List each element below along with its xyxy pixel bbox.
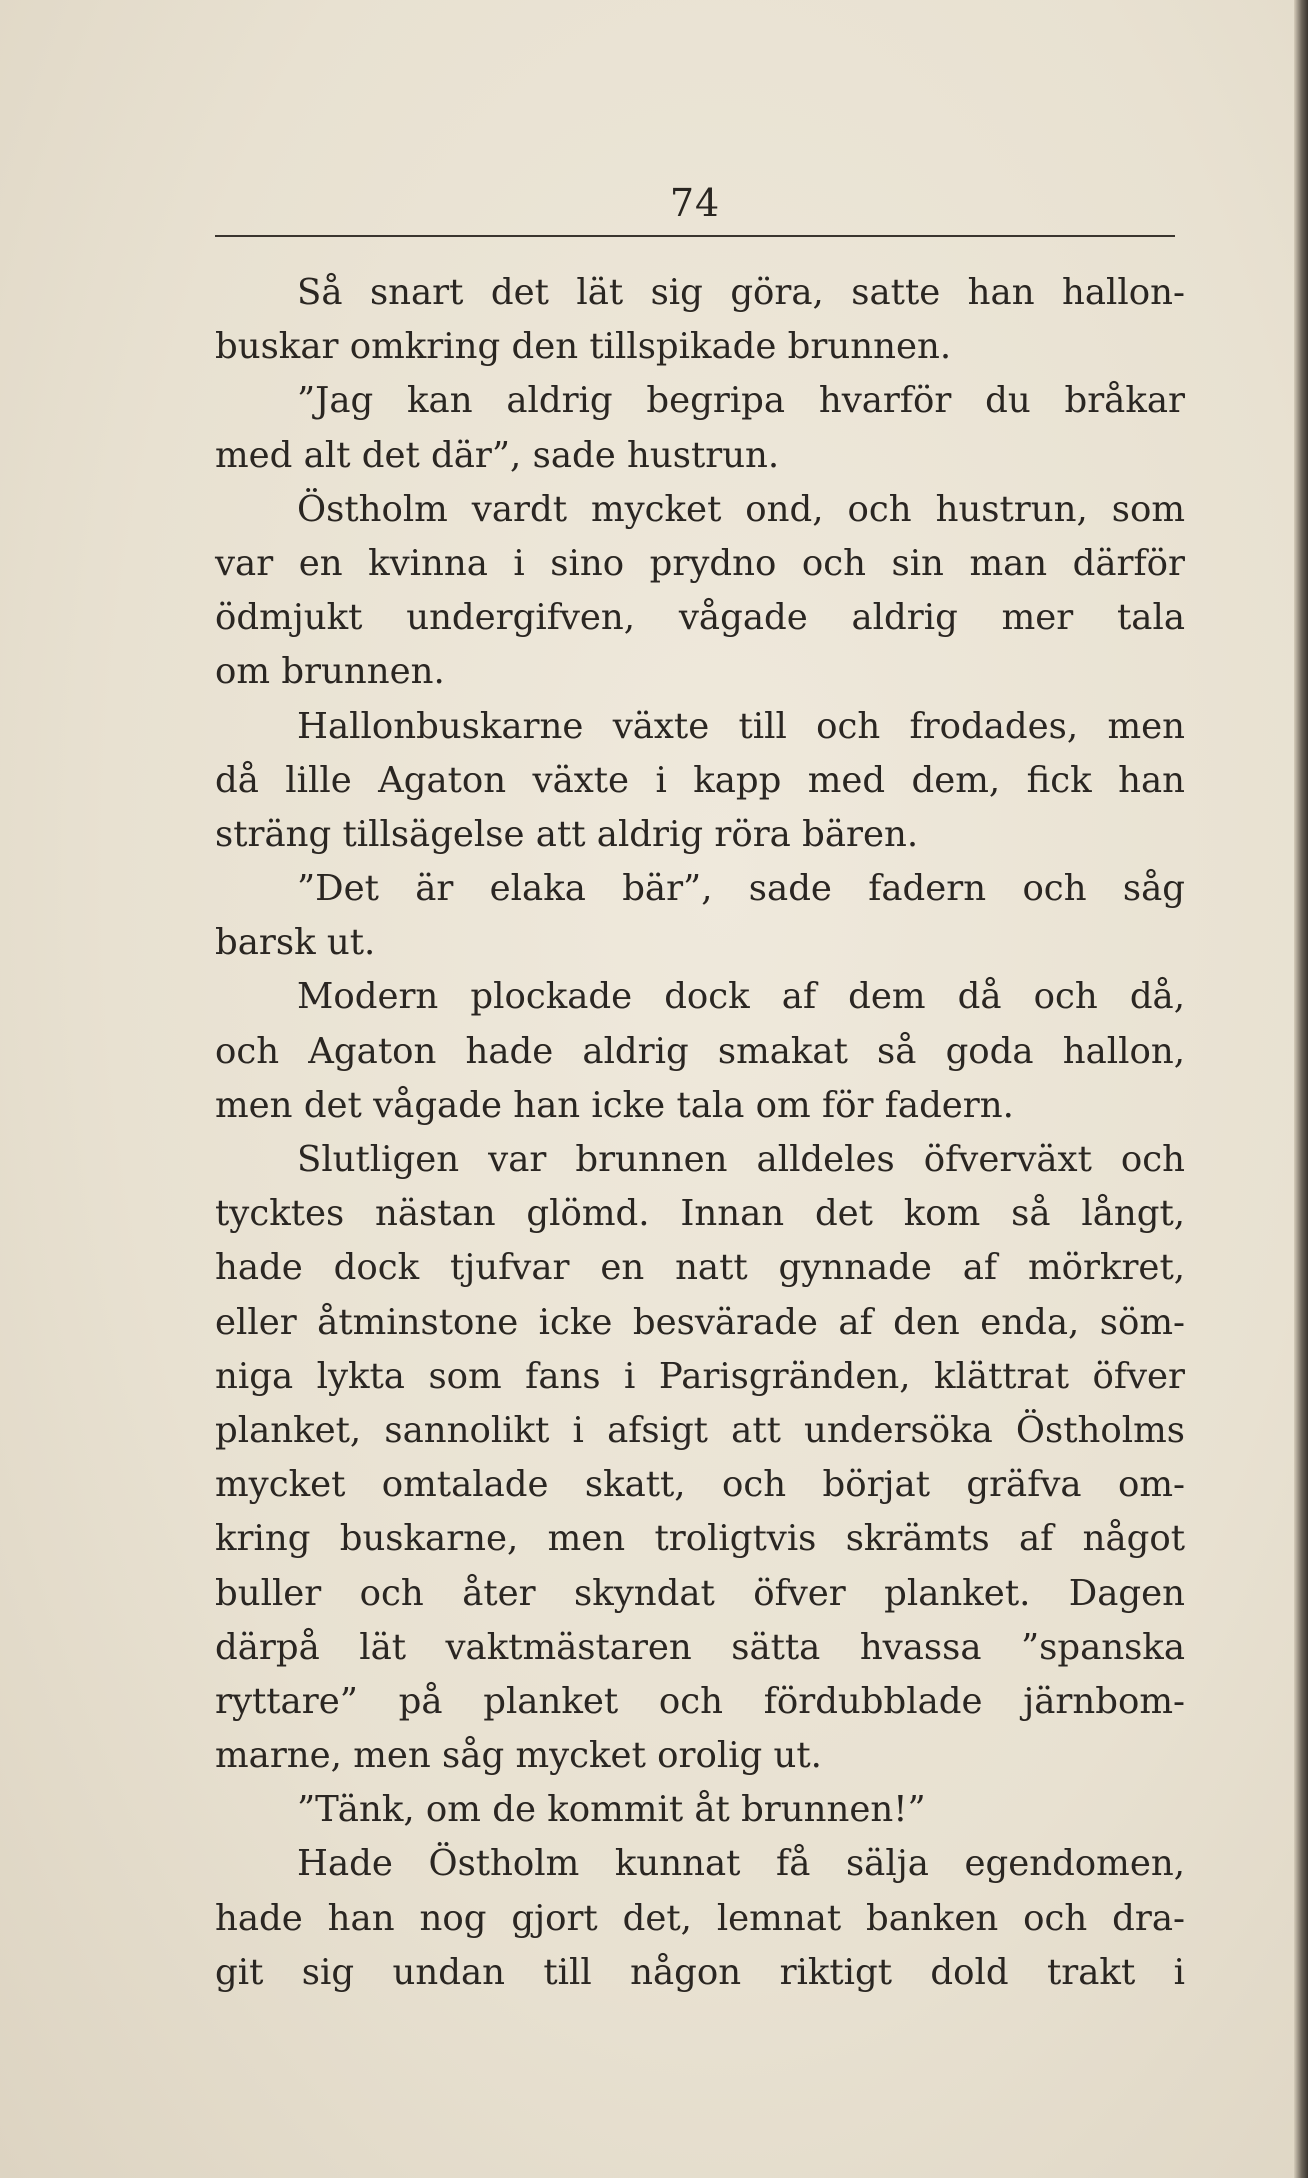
text-line: var en kvinna i sino prydno och sin man därför — [215, 542, 1185, 584]
text-line: ”Det är elaka bär”, sade fadern och såg — [297, 868, 1185, 910]
text-line: Östholm vardt mycket ond, och hustrun, som — [297, 488, 1185, 530]
text-line: kring buskarne, men troligtvis skrämts af något — [215, 1518, 1185, 1560]
text-line: Hallonbuskarne växte till och frodades, men — [297, 705, 1185, 747]
text-line: tycktes nästan glömd. Innan det kom så långt, — [215, 1193, 1185, 1235]
text-line: mycket omtalade skatt, och börjat gräfva om- — [215, 1464, 1185, 1506]
text-line: niga lykta som fans i Parisgränden, klättrat öfver — [215, 1355, 1185, 1397]
text-line: om brunnen. — [215, 651, 445, 693]
text-line: därpå lät vaktmästaren sätta hvassa ”spanska — [215, 1626, 1185, 1668]
text-line: eller åtminstone icke besvärade af den enda, söm- — [215, 1301, 1185, 1343]
text-line: ryttare” på planket och fördubblade järnbom- — [215, 1680, 1185, 1722]
text-line: marne, men såg mycket orolig ut. — [215, 1735, 822, 1777]
text-line: ”Tänk, om de kommit åt brunnen!” — [297, 1789, 926, 1831]
page-number: 74 — [669, 181, 721, 225]
text-line: men det vågade han icke tala om för fadern. — [215, 1084, 1014, 1126]
page-header — [215, 178, 1175, 238]
header-rule — [215, 235, 1175, 237]
text-line: och Agaton hade aldrig smakat så goda hallon, — [215, 1030, 1185, 1072]
body-text — [215, 266, 1185, 2000]
text-line: hade dock tjufvar en natt gynnade af mörkret, — [215, 1247, 1185, 1289]
text-line: Modern plockade dock af dem då och då, — [297, 976, 1185, 1018]
text-line: barsk ut. — [215, 922, 376, 964]
text-line: Slutligen var brunnen alldeles öfverväxt och — [297, 1139, 1185, 1180]
text-line: ödmjukt undergifven, vågade aldrig mer tala — [215, 597, 1185, 639]
text-line: Hade Östholm kunnat få sälja egendomen, — [297, 1843, 1185, 1885]
text-line: hade han nog gjort det, lemnat banken och dra- — [215, 1897, 1185, 1939]
page-edge-shadow — [1294, 0, 1308, 2178]
text-line: Så snart det lät sig göra, satte han hallon- — [297, 272, 1185, 313]
text-line: git sig undan till någon riktigt dold trakt i — [215, 1951, 1185, 1993]
text-line: planket, sannolikt i afsigt att undersöka Östholms — [215, 1409, 1185, 1451]
text-line: buller och åter skyndat öfver planket. Dagen — [215, 1572, 1185, 1614]
text-line: sträng tillsägelse att aldrig röra bären. — [215, 813, 919, 855]
text-line: buskar omkring den tillspikade brunnen. — [215, 326, 952, 368]
text-line: då lille Agaton växte i kapp med dem, fick han — [215, 759, 1185, 801]
text-line: ”Jag kan aldrig begripa hvarför du bråkar — [297, 380, 1185, 422]
text-line: med alt det där”, sade hustrun. — [215, 434, 780, 476]
